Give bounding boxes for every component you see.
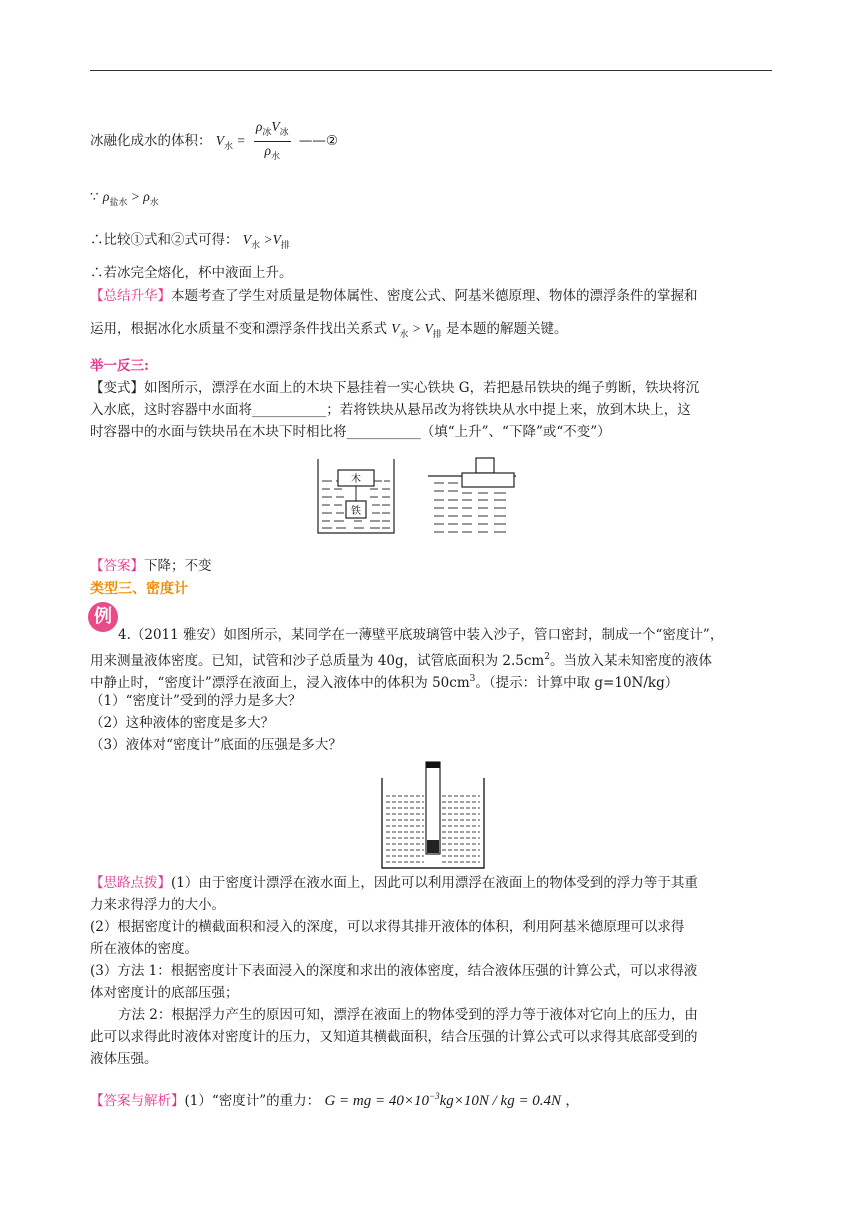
- iron-on-wood: [476, 458, 494, 473]
- subquestion-2: （2）这种液体的密度是多大？: [90, 715, 275, 731]
- summary-tag: 【总结升华】: [90, 288, 171, 304]
- because-line: ∵ $\rho_{盐水} > \rho_水$: [90, 189, 159, 207]
- header-rule: [90, 70, 772, 71]
- iron-label: 铁: [351, 506, 361, 517]
- variant-tag: 【变式】: [90, 380, 144, 396]
- equation-number-2: ——②: [298, 133, 339, 149]
- question-line2: 用来测量液体密度。已知，试管和沙子总质量为 40g，试管底面积为 $2.5cm^2$。当放入某未知密度的液体: [90, 652, 712, 669]
- variant-answer-line: [90, 555, 772, 577]
- ice-melt-volume-line: [90, 118, 772, 165]
- hint-line8: 此可以求得此时液体对密度计的压力，又知道其横截面积，结合压强的计算公式可以求得其底部受到的: [90, 1029, 698, 1045]
- subquestion-3: （3）液体对“密度计”底面的压强是多大？: [90, 737, 342, 753]
- practice-heading: 举一反三:: [90, 358, 149, 374]
- fraction-rho-v-over-rho: $\frac{\rho_冰V_冰}{\rho_水}$: [255, 119, 289, 161]
- answer-analysis-line: 【答案与解析】(1）“密度计”的重力： G = mg = $40\times 10^{-3}kg\times 10N$ / kg = 0.4N ，: [90, 1091, 579, 1109]
- hint-line4: 所在液体的密度。: [90, 941, 198, 957]
- hint-line9: 液体压强。: [90, 1051, 158, 1067]
- ice-melt-label: 冰融化成水的体积：: [90, 133, 212, 149]
- hint-tag: 【思路点拨】: [90, 875, 171, 891]
- hint-line5: (3）方法 1：根据密度计下表面浸入的深度和求出的液体密度，结合液体压强的计算公式，可以求得液: [90, 963, 698, 979]
- type-three-heading: 类型三、密度计: [90, 581, 188, 597]
- variant-line3: 时容器中的水面与铁块吊在木块下时相比将___________（填“上升”、“下降”或“不变”）: [90, 424, 611, 440]
- variant-line1: 【变式】如图所示，漂浮在水面上的木块下悬挂着一实心铁块 G，若把悬吊铁块的绳子剪断，铁块将沉: [90, 380, 700, 396]
- water-lines-right: [434, 483, 506, 532]
- wood-label: 木: [351, 474, 361, 485]
- answer-analysis-tag: 【答案与解析】: [90, 1093, 185, 1109]
- example-badge: 例: [88, 602, 118, 632]
- summary-paragraph: 【总结升华】本题考查了学生对质量是物体属性、密度公式、阿基米德原理、物体的漂浮条件的掌握和: [90, 288, 698, 304]
- hint-line1: 【思路点拨】(1）由于密度计漂浮在液水面上，因此可以利用漂浮在液面上的物体受到的浮力等于其重: [90, 875, 698, 891]
- answer-tag: 【答案】: [90, 558, 144, 574]
- hint-line7: 方法 2：根据浮力产生的原因可知，漂浮在液面上的物体受到的浮力等于液体对它向上的压力，由: [118, 1007, 698, 1023]
- therefore-conclusion-line: ∴若冰完全熔化，杯中液面上升。: [90, 265, 293, 281]
- question-line1: 4.（2011 雅安）如图所示，某同学在一薄壁平底玻璃管中装入沙子，管口密封，制成一个“密度计”，: [118, 627, 724, 643]
- gravity-formula: G = mg = $40\times 10^{-3}kg\times 10N$ / kg = 0.4N: [324, 1091, 562, 1109]
- density-meter-figure: [380, 760, 486, 870]
- sand-fill: [427, 840, 439, 853]
- summary-paragraph-line2: 运用，根据冰化水质量不变和漂浮条件找出关系式 $V_水 > V_排$ 是本题的解题关键。: [90, 321, 568, 339]
- variant-line2: 入水底，这时容器中水面将___________；若将铁块从悬吊改为将铁块从水中提上来，放到木块上，这: [90, 402, 691, 418]
- question-line3: 中静止时，“密度计”漂浮在液面上，浸入液体中的体积为 $50cm^3$。（提示：计算中取 g=10N/kg）: [90, 674, 679, 691]
- formula-v-water: $V_水$ =: [215, 133, 246, 151]
- subquestion-1: （1）“密度计”受到的浮力是多大？: [90, 693, 302, 709]
- wood-iron-figure: [310, 455, 520, 539]
- answer-text: 下降；不变: [144, 558, 212, 574]
- hint-line3: (2）根据密度计的横截面积和浸入的深度，可以求得其排开液体的体积，利用阿基米德原理可以求得: [90, 919, 685, 935]
- tube-seal: [426, 762, 440, 768]
- hint-line2: 力来求得浮力的大小。: [90, 897, 225, 913]
- therefore-compare-line: ∴比较①式和②式可得： $V_水 >V_排$: [90, 232, 290, 250]
- hint-line6: 体对密度计的底部压强；: [90, 985, 239, 1001]
- wood-block-right: [462, 473, 514, 487]
